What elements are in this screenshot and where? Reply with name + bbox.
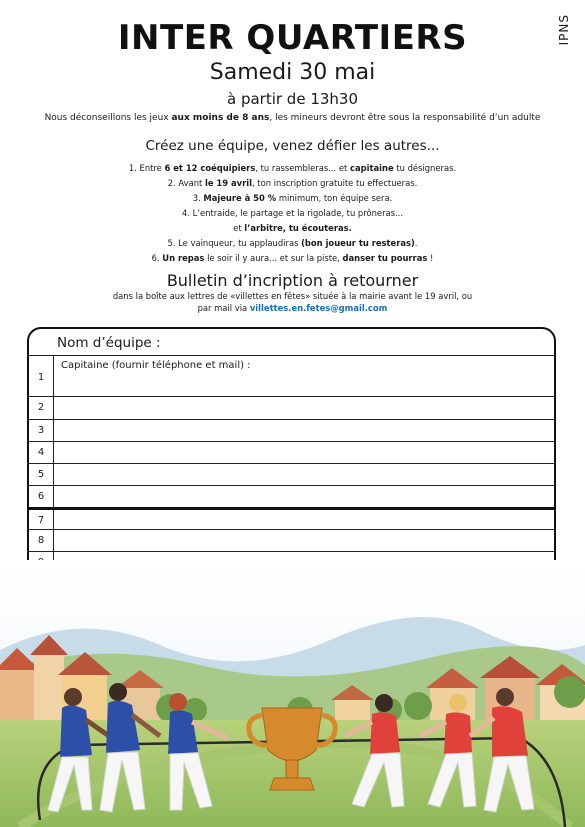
row-number: 2: [37, 402, 45, 413]
rule-line: 5. Le vainqueur, tu applaudiras (bon joueur tu resteras).: [167, 238, 418, 248]
bulletin-title: Bulletin d’incription à retourner: [166, 271, 419, 290]
row-number: 1: [37, 372, 45, 383]
event-date: Samedi 30 mai: [209, 60, 376, 85]
row-number: 6: [37, 491, 45, 502]
event-title: INTER QUARTIERS: [117, 18, 468, 58]
team-name-field[interactable]: Nom d’équipe :: [57, 335, 161, 351]
row-number: 5: [37, 469, 45, 480]
player-row-3[interactable]: [29, 419, 554, 442]
age-warning: Nous déconseillons les jeux aux moins de 8 ans, les mineurs devront être sous la responsabilité d’un adulte: [44, 113, 541, 123]
rule-line: 4. L’entraide, le partage et la rigolade, tu prôneras...: [181, 208, 404, 218]
rule-line: et l’arbitre, tu écouteras.: [233, 223, 352, 233]
player-row-1[interactable]: [29, 355, 554, 397]
rule-line: 3. Majeure à 50 % minimum, ton équipe sera.: [192, 193, 393, 203]
player-row-2[interactable]: [29, 396, 554, 420]
player-row-6[interactable]: [29, 485, 554, 508]
row-number: 8: [37, 535, 45, 546]
row-number: 7: [37, 515, 45, 526]
bulletin-note: dans la boîte aux lettres de «villettes en fêtes» située à la mairie avant le 19 avril, ou par mail via villettes.en.fetes@gmail.com: [112, 291, 473, 313]
player-row-5[interactable]: [29, 463, 554, 486]
contact-email-link[interactable]: villettes.en.fetes@gmail.com: [249, 303, 388, 313]
rule-line: 1. Entre 6 et 12 coéquipiers, tu rassembleras... et capitaine tu désigneras.: [128, 163, 457, 173]
rules-heading: Créez une équipe, venez défier les autres...: [145, 138, 440, 154]
rules-list: [0, 161, 585, 266]
captain-label: Capitaine (fournir téléphone et mail) :: [61, 360, 251, 371]
player-row-4[interactable]: [29, 441, 554, 464]
rule-line: 2. Avant le 19 avril, ton inscription gratuite tu effectueras.: [167, 178, 418, 188]
event-time: à partir de 13h30: [226, 90, 359, 108]
tug-of-war-illustration: [0, 560, 585, 827]
rule-line: 6. Un repas le soir il y aura... et sur la piste, danser tu pourras !: [151, 253, 434, 263]
row-number: 3: [37, 425, 45, 436]
row-number: 4: [37, 447, 45, 458]
player-row-8[interactable]: [29, 529, 554, 552]
side-label: IPNS: [557, 14, 571, 46]
